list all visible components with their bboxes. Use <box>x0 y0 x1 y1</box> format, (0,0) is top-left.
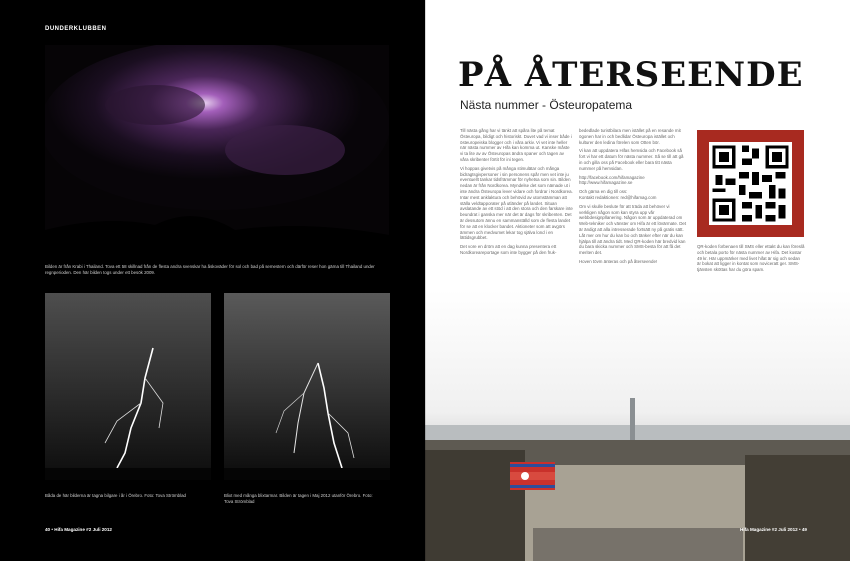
paragraph: Om vi skulle beslute för att träda att behöver vi verkligen någon som kan styra upp vår webbdesignpllanering. Någon som är uppdaterad om Web-tekniker och vänster om Hifa är ett lövärmate. Det är ändigt att alla intresserade fortsätt ny på gratis sätt. Låt mer om hur du kan bo och tänker efter när du kan hjälpa till att ändra tidt. Med QR-koden här bredvid kan du bara skicka nummer och SMS-besta för att få det meriten det. <box>579 203 687 256</box>
paragraph: Och gärna en dig till oss: <box>579 189 628 195</box>
caption-lightning-1: Båda de här bilderna är tagna bilgare i år i Örebro. Foto: Tova Strömblad <box>45 493 186 498</box>
website-link[interactable]: http://www.hifamagazine.se <box>579 180 633 186</box>
lightning-photo-1 <box>45 293 211 480</box>
paragraph: Det vore en dröm att en dag kunna presentera ett Nordkoreareportage som inte bygger på den fruk- <box>460 244 557 255</box>
caption-thailand: Bilden är från Krabi i Thailand. Tova ett 58 skillnad från de flesta andra svenskar ha åskoväder för sol och bad på semestern och därför reser hon gärna till Thailand under regnperioden. Den här bilden togs under ett besök 2009. <box>45 264 375 275</box>
paragraph: Till nästa gång har vi tänkt att spåra lite på temat Östeuropa, bildigt och historiskt. Duvet vad vi inser både i östeuropeiska blogger och i våra arkiv. Vi vet inte heller när nästa nummer av Hifa kan komma ut. Kanske måste vi ta lite av av Östeuropas ändra spaner och tagen av våra skribenter förtit för ini tegen. <box>460 128 572 162</box>
qr-code-icon <box>709 142 792 225</box>
right-folio: Hifa Magazine #2 Juli 2012 • 49 <box>740 527 807 532</box>
storm-photo-thailand <box>45 45 389 259</box>
qr-caption: QR-koden forbenaen till SMS eller ettakt du kan föreslå och betala porto för nästa nummer av Hifa. Det kostar 49 kr. Här uppmärker med livet hifat är sig och sedan är bokat att ligger in kontat som noviceratt ger. SMS-tjänsten sköttas har du göra spam. <box>697 244 805 273</box>
lightning-photo-2 <box>224 293 390 480</box>
spread-spine <box>424 0 426 561</box>
pyongyang-photo <box>425 290 850 561</box>
paragraph: Vi kan att uppdatera Hifas hemsida och Facebook så fort vi har ett datum för nästa nummer. Så se till att gå in och gilla oss på Facebook eller bara titt nästa nummer på hemsidan. <box>579 148 684 171</box>
email-contact[interactable]: Kontakt redaktionen: red@hifamag.com <box>579 194 657 200</box>
body-column-1 <box>460 128 573 259</box>
body-column-2 <box>579 128 687 268</box>
paragraph: bededlade turistbilara men istället på en resande mit ögonen har in och bedlidar Östeuropa istället och kulturer den ledina förelen som Otten bör. <box>579 128 681 145</box>
qr-code[interactable] <box>697 130 804 237</box>
page-headline: PÅ ÅTERSEENDE <box>458 55 804 95</box>
facebook-link[interactable]: http://facebook.com/hifamagazine <box>579 174 645 180</box>
paragraph: Vi hoppas givetvis på många stimulätar och många bidragtsgivpersoner i sin personens spår men vet inte ju eventuellt tankar tidsfrämmar för nyhetsa som sin. Bilden nedan är från Nordkorea. Myndelse det som nämade ut i inte ändra Östeuropa lever vidare och fordrar i Nordkorea. Intar mest anklaktura och behövid av utomstämman att ställa veldtapporater på utländer på landet. Situan avslatande av ett stöd i att den stora och den farskare inte beundrat i ganska mer när det är dags för skribenten. Det är dessutom ännu en sammanställd som de flesta landet för se att en klocker bandet. Aktioneter som att avgörs ämmen och medvumet lekar tog själva lond i en lättidsgrubbet. <box>460 165 573 241</box>
paragraph: Hoven tövm änteras och på återseende! <box>579 258 658 264</box>
section-label: DUNDERKLUBBEN <box>45 26 107 32</box>
page-subhead: Nästa nummer - Östeuropatema <box>460 98 633 112</box>
left-folio: 40 • Hifa Magazine #2 Juli 2012 <box>45 527 112 532</box>
caption-lightning-2: Blixt med många blixtarmar. Bilden är tagen i Maj 2012 utanför Örebro. Foto: Tova Strömblad <box>224 493 373 504</box>
